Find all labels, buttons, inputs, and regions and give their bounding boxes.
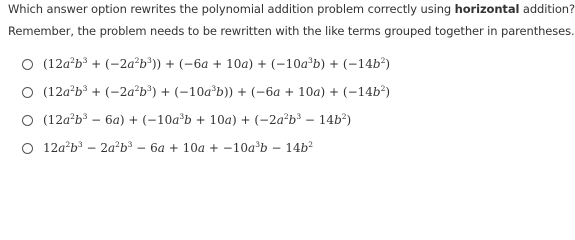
answer-option-4[interactable] xyxy=(10,134,550,162)
answer-option-4-expression: $12a^2b^3 - 2a^2b^3 - 6a + 10a + -10a^3b - 14b^2$ xyxy=(43,140,314,155)
answer-option-2[interactable] xyxy=(10,78,550,106)
answer-options xyxy=(10,50,550,162)
answer-option-1[interactable] xyxy=(10,50,550,78)
question-instruction: Remember, the problem needs to be rewritten with the like terms grouped together in parentheses. xyxy=(8,24,575,38)
radio-button-icon[interactable] xyxy=(22,59,33,70)
answer-option-1-expression: $(12a^2b^3 + (-2a^2b^3)) + (-6a + 10a) + (-10a^3b) + (-14b^2)$ xyxy=(43,56,391,71)
answer-option-3[interactable] xyxy=(10,106,550,134)
answer-option-2-expression: $(12a^2b^3 + (-2a^2b^3) + (-10a^3b)) + (-6a + 10a) + (-14b^2)$ xyxy=(43,84,391,99)
question-text-end: addition? xyxy=(519,2,575,16)
question-text-line1 xyxy=(8,2,575,16)
radio-button-icon[interactable] xyxy=(22,143,33,154)
radio-button-icon[interactable] xyxy=(22,115,33,126)
answer-option-3-expression: $(12a^2b^3 - 6a) + (-10a^3b + 10a) + (-2a^2b^3 - 14b^2)$ xyxy=(43,112,352,127)
question-keyword-horizontal: horizontal xyxy=(454,2,520,16)
radio-button-icon[interactable] xyxy=(22,87,33,98)
question-text-start: Which answer option rewrites the polynomial addition problem correctly using xyxy=(8,2,455,16)
